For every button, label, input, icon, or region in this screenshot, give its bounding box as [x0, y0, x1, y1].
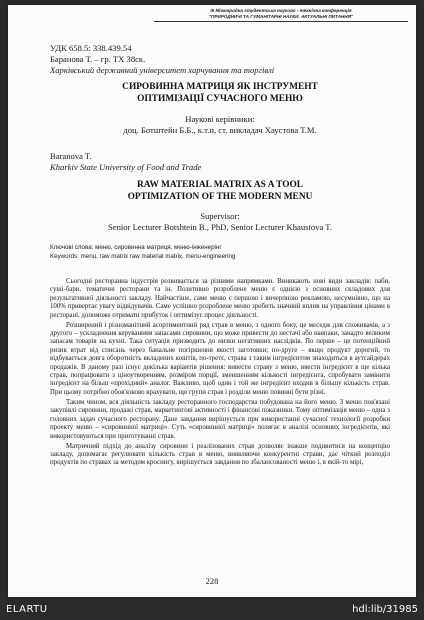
- supervisor-en-names: Senior Lecturer Botshtein B., PhD, Senior Lecturer Khaustova T.: [107, 222, 333, 232]
- title-ua: [50, 82, 390, 105]
- title-en: [50, 180, 390, 203]
- document-page: [8, 5, 416, 597]
- supervisor-ua-label: Наукові керівники:: [185, 114, 255, 124]
- title-en-line2: OPTIMIZATION OF THE MODERN MENU: [127, 191, 313, 202]
- paragraph: Таким чином, вся діяльність закладу ресторанного господарства побудована на його меню. З меню пов'язані закупівлі сировини, продажі страв, маркетингові активності і фінансові показники. Тому оптимізація меню – одна з головних задач сучасного ресторану. Дане завдання вирішується при використанні сучасної технології розробки проекту меню – «сировинної матриці». Суть «сировинної матриці» полягає в аналізі основних інгредієнтів, які використовуються при приготуванні страв.: [50, 398, 390, 440]
- institution-ua: Харківський державний університет харчування та торгівлі: [50, 65, 275, 75]
- supervisor-en: [50, 211, 390, 233]
- keywords-ua: Ключові слова: меню, сировинна матриця, меню-інженерінг: [50, 244, 222, 251]
- handle-label: hdl:lib/31985: [352, 604, 418, 615]
- authors-ua: Баранова Т. – гр. ТХ 38ск.: [50, 54, 146, 64]
- conference-header: [156, 8, 406, 19]
- title-en-line1: RAW MATERIAL MATRIX AS A TOOL: [136, 180, 304, 190]
- article-body: [50, 278, 390, 469]
- keywords-en: Keywords: menu, raw matrix raw material matrix, menu-engineering: [50, 253, 236, 260]
- institution-en: Kharkiv State University of Food and Trade: [50, 162, 202, 172]
- author-en: Baranova T.: [50, 151, 92, 161]
- paragraph: Матричний підхід до аналізу сировини і реалізованих страв дозволяє інакше подивитися на концепцію закладу, допомагає регулювати кількість страв в меню, виявляючи конкурентні страви, дає чіткий розподіл продуктів по стравах за методом кросингу, вирішується завдання по збалансованості меню і, в якій-то мірі,: [50, 442, 390, 467]
- supervisor-ua: [50, 114, 390, 136]
- title-ua-line2: ОПТИМІЗАЦІЇ СУЧАСНОГО МЕНЮ: [137, 93, 303, 104]
- conference-header-line1: ІІІ Міжнародна студентська науково - технічна конференція: [210, 8, 352, 13]
- paragraph: Сьогодні ресторанна індустрія розвивається за різними напрямками. Виникають нові види закладів: паби, суші-бари, тематичні ресторани та ін. Позитивно розроблене меню є однією з основних складових для результативної діяльності закладу. Найчастіше, саме меню є першою і вичерпною рекламою, несумнівно, що на 100% привертає увагу відвідувачів. Саме успішно розроблене меню зробить значний вплив на управління цінами в ресторані, допоможе отримати прибуток і оптимізує процес діяльності.: [50, 278, 390, 319]
- title-ua-line1: СИРОВИННА МАТРИЦЯ ЯК ІНСТРУМЕНТ: [122, 82, 318, 92]
- header-rule: [154, 21, 408, 22]
- page-number: 228: [205, 576, 219, 586]
- supervisor-ua-names: доц. Ботштейн Б.Б., к.т.н, ст. викладач Хаустова Т.М.: [123, 125, 317, 135]
- udc-code: УДК 658.5: 338.439.54: [50, 43, 132, 53]
- repository-label: ELARTU: [6, 604, 48, 615]
- supervisor-en-label: Supervisor:: [200, 211, 240, 221]
- conference-header-line2: "ПРИРОДНИЧІ ТА ГУМАНІТАРНІ НАУКИ. АКТУАЛЬНІ ПИТАННЯ": [208, 13, 354, 19]
- paragraph: Розширений і різноманітний асортиментний ряд страв в меню, з одного боку, це меседж для споживачів, а з другого – ускладнення керуванням запасами сировини, що може привести до нестачі або навпаки, занадто великим запасам товарів на кухні. Така ситуація призводить до низки негативних наслідків. По перше – це потенційний ризик втрат від списань через банальне погіршення якості заготовки; по-друге – якщо продукт дорогий, то відбувається довга оборотність вкладених коштів, по-третє, страва з таким інгредієнтом знаходиться в аутсайдерах продажів. В даному разі існує декілька варіантів рішення: вивести страву з меню, ввести інгредієнт в ще кілька страв, попрацювати з ціноутворенням, розміром порції, зменшенням кількості інгредієнта, спробувати замінити інгредієнт на більш «прохідний» аналог. Важливо, щоб один і той же інгредієнт входив в більшу кількість страв. При цьому потрібно обов'язково врахувати, що групи страв і розділи меню повинні бути різні.: [50, 321, 390, 396]
